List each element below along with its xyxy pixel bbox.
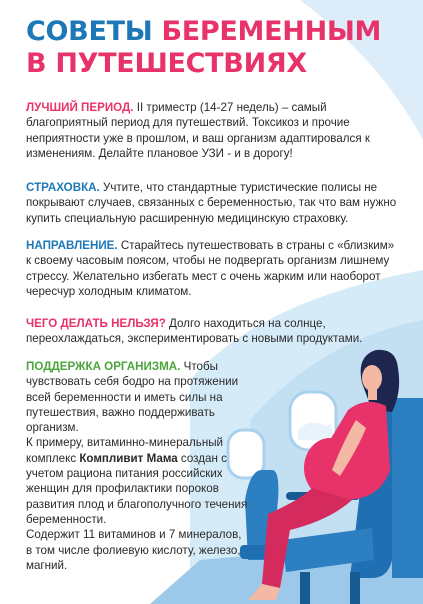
section-heading: ЛУЧШИЙ ПЕРИОД.	[26, 101, 134, 114]
title-line-2: В ПУТЕШЕСТВИЯХ	[26, 48, 307, 79]
page-title	[26, 16, 381, 80]
section-insurance	[26, 180, 398, 226]
section-text: Долго находиться на солнце, переохлаждаться, экспериментировать с новыми продуктами.	[26, 317, 363, 346]
section-support	[26, 359, 248, 573]
title-word-1: СОВЕТЫ	[26, 16, 153, 47]
section-best-period	[26, 100, 398, 161]
section-heading: ПОДДЕРЖКА ОРГАНИЗМА.	[26, 360, 181, 373]
section-dont	[26, 316, 398, 347]
section-text: II триместр (14-27 недель) – самый благоприятный период для путешествий. Токсикоз и прочие неприятности уже в прошлом, и ваш организм адаптировался к изменениям. Делайте плановое УЗИ - и в дорогу!	[26, 101, 370, 160]
section-heading: ЧЕГО ДЕЛАТЬ НЕЛЬЗЯ?	[26, 317, 166, 330]
section-text: создан с учетом рациона питания российских женщин для профилактики пороков развития плод и благополучного течения беременности.	[26, 451, 248, 526]
section-text: К примеру, витаминно-минеральный комплекс	[26, 436, 224, 465]
section-heading: НАПРАВЛЕНИЕ.	[26, 239, 118, 252]
title-word-2: БЕРЕМЕННЫМ	[161, 16, 382, 47]
section-paragraph	[26, 435, 248, 527]
section-text: Старайтесь путешествовать в страны с «близким» к своему часовым поясом, чтобы не подвергать организм лишнему стрессу. Желательно избегать мест с очень жарким или наоборот чересчур холодным климатом.	[26, 239, 395, 298]
section-text: Чтобы чувствовать себя бодро на протяжении всей беременности и иметь силы на путешествия, важно поддерживать организм.	[26, 360, 239, 435]
section-heading: СТРАХОВКА.	[26, 181, 100, 194]
section-direction	[26, 238, 398, 299]
section-paragraph: Содержит 11 витаминов и 7 минералов, в том числе фолиевую кислоту, железо, магний.	[26, 528, 242, 572]
section-text: Учтите, что стандартные туристические полисы не покрывают случаев, связанных с беременностью, так что вам нужно купить специальную расширенную медицинскую страховку.	[26, 181, 397, 225]
brand-name: Компливит Мама	[79, 451, 178, 465]
section-paragraph	[26, 359, 248, 435]
